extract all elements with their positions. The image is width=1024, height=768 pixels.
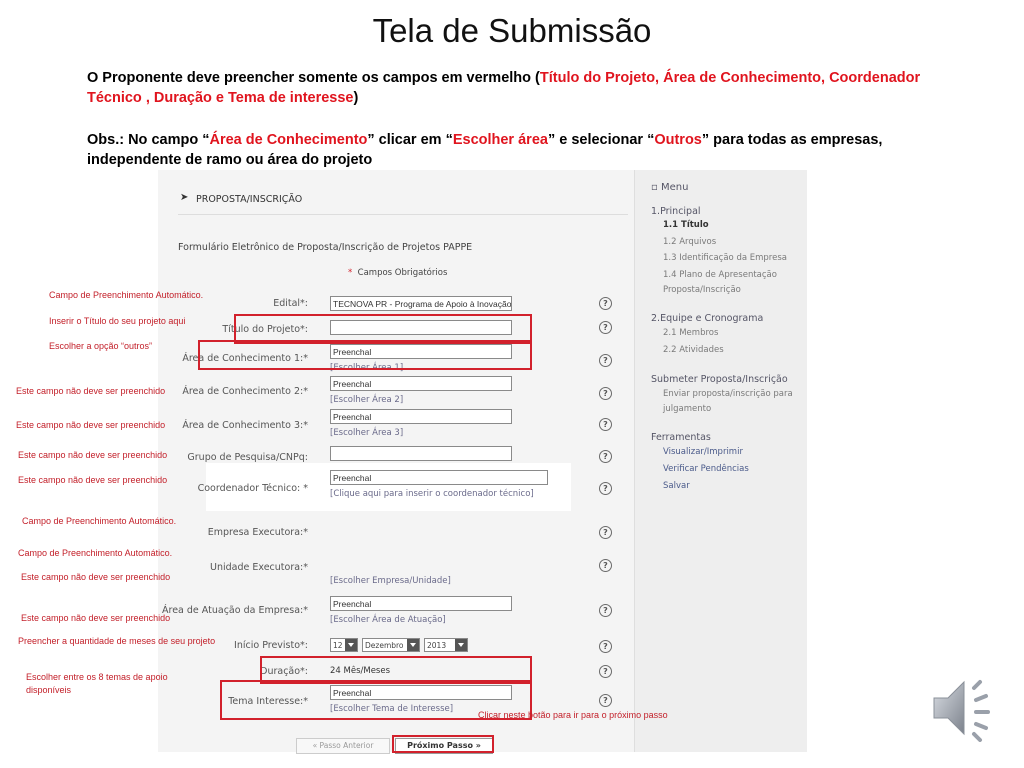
help-circle-icon[interactable]: ? (599, 418, 612, 431)
intro-text: O Proponente deve preencher somente os campos em vermelho ( (87, 70, 540, 86)
obs-outros: Outros (654, 132, 702, 148)
tema-field[interactable]: Preenchal (330, 685, 512, 700)
area1-field[interactable]: Preenchal (330, 344, 512, 359)
tema-label: Tema Interesse:* (228, 696, 308, 707)
note-not-fill: Este campo não deve ser preenchido (21, 572, 171, 582)
help-circle-icon[interactable]: ? (599, 297, 612, 310)
obs-text-d: ” para todas as empresas, independente de ramo ou área do projeto (87, 132, 883, 168)
note-outros: Escolher a opção “outros” (49, 341, 153, 351)
menu-item-verificar[interactable]: Verificar Pendências (663, 464, 749, 474)
atuacao-field[interactable]: Preenchal (330, 596, 512, 611)
area3-label: Área de Conhecimento 3:* (182, 420, 308, 431)
inicio-year-value: 2013 (427, 641, 447, 650)
help-circle-icon[interactable]: ? (599, 694, 612, 707)
grupo-label: Grupo de Pesquisa/CNPq: (187, 452, 308, 463)
inicio-day-select[interactable] (330, 638, 358, 652)
obs-text-a: Obs.: No campo “ (87, 132, 210, 148)
chevron-down-icon (455, 639, 467, 651)
help-circle-icon[interactable]: ? (599, 387, 612, 400)
tema-choose-link[interactable]: [Escolher Tema de Interesse] (330, 704, 454, 714)
chevron-right-icon: ➤ (180, 192, 189, 203)
menu-item-plano[interactable]: 1.4 Plano de Apresentação (663, 270, 777, 280)
area2-label: Área de Conhecimento 2:* (182, 386, 308, 397)
note-not-fill: Este campo não deve ser preenchido (18, 450, 168, 460)
obs-choose-area: Escolher área (452, 132, 548, 148)
coordenador-link[interactable]: [Clique aqui para inserir o coordenador técnico] (330, 489, 534, 499)
help-circle-icon[interactable]: ? (599, 559, 612, 572)
note-next-button: Clicar neste botão para ir para o próximo passo (478, 710, 668, 720)
area1-label: Área de Conhecimento 1:* (182, 353, 308, 364)
note-not-fill: Este campo não deve ser preenchido (16, 386, 166, 396)
divider (178, 214, 628, 215)
menu-item-identificacao[interactable]: 1.3 Identificação da Empresa (663, 253, 787, 263)
note-tema: Escolher entre os 8 temas de apoio (26, 672, 168, 682)
previous-step-button[interactable]: « Passo Anterior (296, 738, 390, 754)
unidade-choose-link[interactable]: [Escolher Empresa/Unidade] (330, 576, 451, 586)
inicio-month-select[interactable] (362, 638, 420, 652)
required-note-text: Campos Obrigatórios (357, 268, 448, 278)
area2-field[interactable]: Preenchal (330, 376, 512, 391)
note-titulo: Inserir o Título do seu projeto aqui (49, 316, 186, 326)
edital-label: Edital*: (273, 298, 308, 309)
intro-required-fields: Título do Projeto, Área de Conhecimento, Coordenador Técnico , Duração e Tema de interesse (87, 70, 921, 106)
note-automatic: Campo de Preenchimento Automático. (22, 516, 177, 526)
unidade-label: Unidade Executora:* (210, 562, 308, 573)
menu-item-plano-cont[interactable]: Proposta/Inscrição (663, 285, 741, 295)
inicio-day-value: 12 (333, 641, 343, 650)
titulo-label: Título do Projeto*: (222, 324, 308, 335)
menu-item-julgamento[interactable]: julgamento (663, 404, 712, 414)
help-circle-icon[interactable]: ? (599, 354, 612, 367)
menu-item-membros[interactable]: 2.1 Membros (663, 328, 719, 338)
chevron-down-icon (345, 639, 357, 651)
menu-item-visualizar[interactable]: Visualizar/Imprimir (663, 447, 743, 457)
obs-text-b: ” clicar em “ (367, 132, 453, 148)
required-star: * (348, 268, 353, 278)
section-title: PROPOSTA/INSCRIÇÃO (196, 194, 303, 205)
obs-text-c: ” e selecionar “ (547, 132, 655, 148)
menu-item-arquivos[interactable]: 1.2 Arquivos (663, 237, 717, 247)
note-automatic: Campo de Preenchimento Automático. (49, 290, 204, 300)
note-not-fill: Este campo não deve ser preenchido (18, 475, 168, 485)
next-step-button[interactable]: Próximo Passo » (395, 738, 493, 754)
menu-equipe[interactable]: 2.Equipe e Cronograma (651, 313, 764, 324)
slide-title: Tela de Submissão (372, 12, 652, 49)
note-duracao: Preencher a quantidade de meses de seu projeto (18, 636, 216, 646)
area3-choose-link[interactable]: [Escolher Área 3] (330, 428, 404, 438)
help-circle-icon[interactable]: ? (599, 450, 612, 463)
chevron-down-icon (407, 639, 419, 651)
atuacao-label: Área de Atuação da Empresa:* (162, 605, 308, 616)
highlight-next-button (392, 735, 494, 753)
duracao-value: 24 Mês/Meses (330, 666, 391, 676)
obs-field-name: Área de Conhecimento (209, 132, 368, 148)
form-title: Formulário Eletrônico de Proposta/Inscrição de Projetos PAPPE (178, 242, 473, 253)
menu-item-salvar[interactable]: Salvar (663, 481, 690, 491)
menu-principal[interactable]: 1.Principal (651, 206, 701, 217)
required-note (348, 268, 447, 278)
note-not-fill: Este campo não deve ser preenchido (21, 613, 171, 623)
edital-field[interactable]: TECNOVA PR - Programa de Apoio à Inovação (330, 296, 512, 311)
coordenador-label: Coordenador Técnico: * (197, 483, 308, 494)
inicio-month-value: Dezembro (365, 641, 404, 650)
atuacao-choose-link[interactable]: [Escolher Área de Atuação] (330, 615, 446, 625)
inicio-year-select[interactable] (424, 638, 468, 652)
speaker-icon[interactable] (928, 674, 1000, 742)
intro-text-end: ) (353, 90, 359, 106)
grupo-field[interactable] (330, 446, 512, 461)
side-menu (634, 170, 807, 752)
duracao-label: Duração*: (260, 666, 308, 677)
inicio-label: Início Previsto*: (234, 640, 308, 651)
note-tema-cont: disponíveis (26, 685, 72, 695)
area1-choose-link[interactable]: [Escolher Área 1] (330, 363, 404, 373)
help-circle-icon[interactable]: ? (599, 604, 612, 617)
help-circle-icon[interactable]: ? (599, 526, 612, 539)
help-circle-icon[interactable]: ? (599, 665, 612, 678)
note-automatic: Campo de Preenchimento Automático. (18, 548, 173, 558)
area3-field[interactable]: Preenchal (330, 409, 512, 424)
menu-submeter[interactable]: Submeter Proposta/Inscrição (651, 374, 788, 385)
obs-paragraph (87, 130, 927, 170)
menu-title: Menu (660, 182, 689, 193)
intro-paragraph (87, 68, 927, 108)
empresa-label: Empresa Executora:* (207, 527, 308, 538)
menu-ferramentas: Ferramentas (651, 432, 711, 443)
help-circle-icon[interactable]: ? (599, 321, 612, 334)
area2-choose-link[interactable]: [Escolher Área 2] (330, 395, 404, 405)
note-not-fill: Este campo não deve ser preenchido (16, 420, 166, 430)
help-circle-icon[interactable]: ? (599, 640, 612, 653)
menu-header (651, 182, 688, 193)
square-bullet-icon: ▫ (651, 182, 658, 193)
menu-item-titulo[interactable]: 1.1 Título (663, 220, 709, 230)
help-circle-icon[interactable]: ? (599, 482, 612, 495)
menu-item-atividades[interactable]: 2.2 Atividades (663, 345, 724, 355)
highlight-area1 (198, 340, 532, 370)
menu-item-enviar[interactable]: Enviar proposta/inscrição para (663, 389, 793, 399)
coordenador-field[interactable]: Preenchal (330, 470, 548, 485)
